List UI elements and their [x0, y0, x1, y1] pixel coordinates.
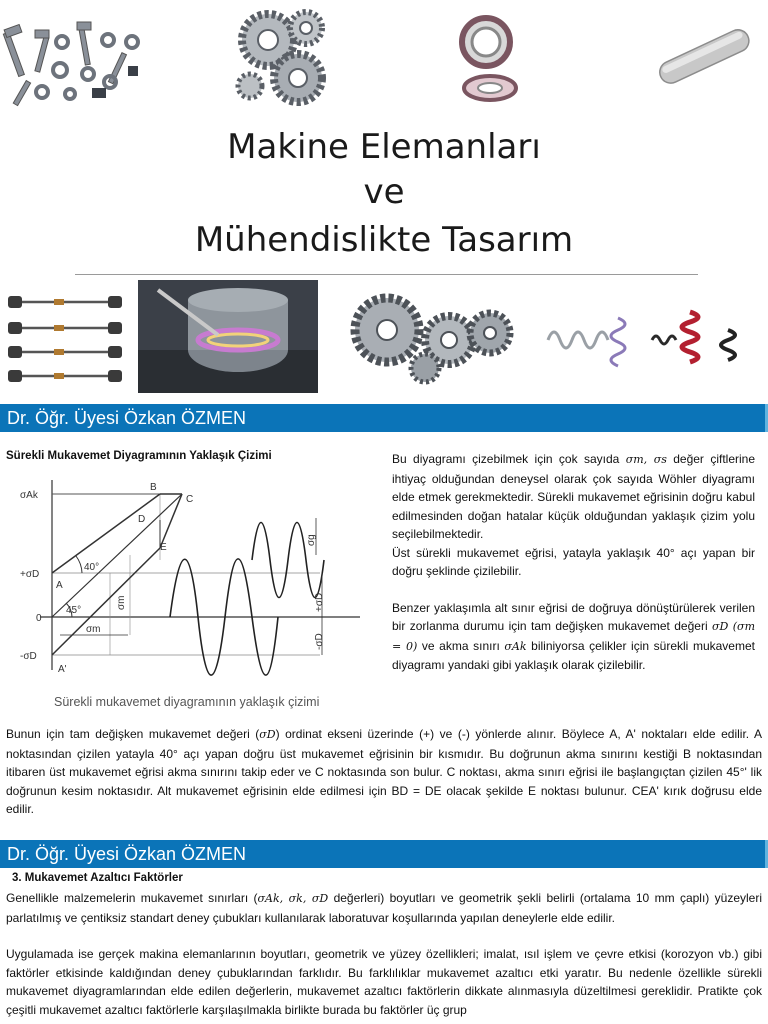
label-angle-40: 40° [84, 562, 100, 573]
machine-key-image [648, 18, 758, 93]
label-point-d: D [138, 514, 146, 525]
label-minus-sigma-d: -σD [20, 651, 37, 662]
section1-right-column [392, 450, 755, 675]
label-sigma-m-vertical: σm [116, 595, 127, 610]
endurance-diagram [20, 470, 380, 715]
math-sigma-m-zero: (σm = 0) [392, 620, 755, 653]
bolts-nuts-image [0, 12, 150, 112]
label-point-b: B [150, 482, 157, 493]
section1-body-paragraph: Bunun için tam değişken mukavemet değeri (σD) ordinat ekseni üzerinde (+) ve (-) yönlerde alınır. Böylece A, A' noktaları elde edilir. A noktasından çizilen yatayla 40° açı yapan doğru üst mukavemet eğrisinin bir kısmıdır. Bu doğrunun akma sınırını kestiği B noktasından itibaren üst mukavemet eğrisi akma sınırını takip eder ve C noktasında son bulur. C noktası, akma sınırı eğrisi ile başlangıçtan çizilen 45°' lik doğrunun kesim noktasıdır. Alt mukavemet eğrisinin elde edilmesi için BD = DE olacak şekilde E noktası bulunur. CEA' kırık doğrusu elde edilir. [6, 727, 763, 816]
author-name-2: Dr. Öğr. Üyesi Özkan ÖZMEN [7, 844, 247, 864]
title-line-2: ve [363, 172, 405, 212]
section1-heading: Sürekli Mukavemet Diyagramının Yaklaşık Çizimi [6, 450, 272, 462]
author-band-1 [0, 404, 768, 432]
label-sigma-ak: σAk [20, 490, 38, 501]
math-sigma-d-body: σD [259, 728, 276, 741]
drive-shafts-image [4, 288, 128, 388]
author-name: Dr. Öğr. Üyesi Özkan ÖZMEN [7, 408, 247, 428]
section2-heading: 3. Mukavemet Azaltıcı Faktörler [12, 872, 183, 884]
label-zero: 0 [36, 613, 42, 624]
section1-body [6, 725, 762, 819]
middle-image-strip [0, 280, 768, 395]
label-point-c: C [186, 494, 194, 505]
section2-paragraph-1: Genellikle malzemelerin mukavemet sınırları (σAk, σk, σD değerleri) boyutları ve geometrik şekli belirli (ortalama 10 mm çaplı) yüzeyleri parlatılmış ve çentiksiz standart deney çubukları kullanılarak laboratuvar koşullarında yapılan deneylerle elde edilir. [6, 891, 762, 925]
label-plus-sigma-d: +σD [20, 569, 40, 580]
label-point-a-prime: A' [58, 664, 67, 675]
label-right-plus-sigma-d: +σD [314, 592, 325, 612]
title-line-3: Mühendislikte Tasarım [194, 220, 574, 260]
author-band-2 [0, 840, 768, 868]
math-sigma-ak: σAk [504, 639, 527, 653]
figure-caption: Sürekli mukavemet diyagramının yaklaşık çizimi [54, 695, 320, 709]
section2-paragraph-2: Uygulamada ise gerçek makina elemanlarının boyutları, geometrik ve yüzey özellikleri; imalat, ısıl işlem ve çevre etkisi (korozyon vb.) gibi faktörler etkisinde kaldığından deney çubuklarından farklıdır. Bu farklılıklar mukavemet azaltıcı etki yaratır. Bu nedenle özellikle sürekli mukavemet diyagramlarından elde edilen değerlerin, mukavemet azaltıcı faktörlerin dikkate alınmasıyla düzeltilmesi gereklidir. Pratikte çok çeşitli mukavemet azaltıcı faktörlerle karşılaşılmakla birlikte burada bu faktörler üç grup [6, 947, 762, 1017]
right-paragraph-3: Benzer yaklaşımla alt sınır eğrisi de doğruya dönüştürülerek verilen bir zorlanma durumu için tam değişken mukavemet değeri σD (σm = 0) ve akma sınırı σAk biliniyorsa çelikler için sürekli mukavemet diyagramı yandaki gibi yaklaşık olarak çizilebilir. [392, 600, 755, 672]
gears-image [228, 0, 340, 112]
welding-image [138, 280, 318, 393]
label-sigma-g: σg [306, 534, 317, 546]
label-point-a: A [56, 580, 63, 591]
title-line-1: Makine Elemanları [227, 127, 541, 167]
math-sigma-ak-k-d: σAk, σk, σD [257, 892, 329, 905]
title-divider [75, 274, 698, 275]
math-sigma-d: σD [712, 620, 729, 633]
right-paragraph-1: Bu diyagramı çizebilmek için çok sayıda σm, σs değer çiftlerine ihtiyaç olduğundan deneysel olarak çok sayıda Wöhler diyagramı elde etmek gerekmektedir. Sürekli mukavemet eğrisinin doğru kabul edilmesinden doğan hatalar küçük olduğundan yaklaşık çizim yolu seçilebilmektedir. [392, 452, 755, 541]
right-paragraph-2: Üst sürekli mukavemet eğrisi, yatayla yaklaşık 40° açı yapan bir doğru şeklinde çizilebilir. [392, 545, 755, 578]
label-point-e: E [160, 542, 167, 553]
spur-gears-image [345, 288, 515, 388]
label-right-minus-sigma-d: -σD [314, 633, 325, 650]
bearing-image [450, 12, 525, 107]
top-image-strip [0, 0, 768, 120]
math-sigma-m-s: σm, σs [625, 453, 667, 466]
label-sigma-m-bottom: σm [86, 624, 101, 635]
section2-body [6, 889, 762, 1019]
springs-image [540, 300, 762, 380]
label-angle-45: 45° [66, 605, 82, 616]
